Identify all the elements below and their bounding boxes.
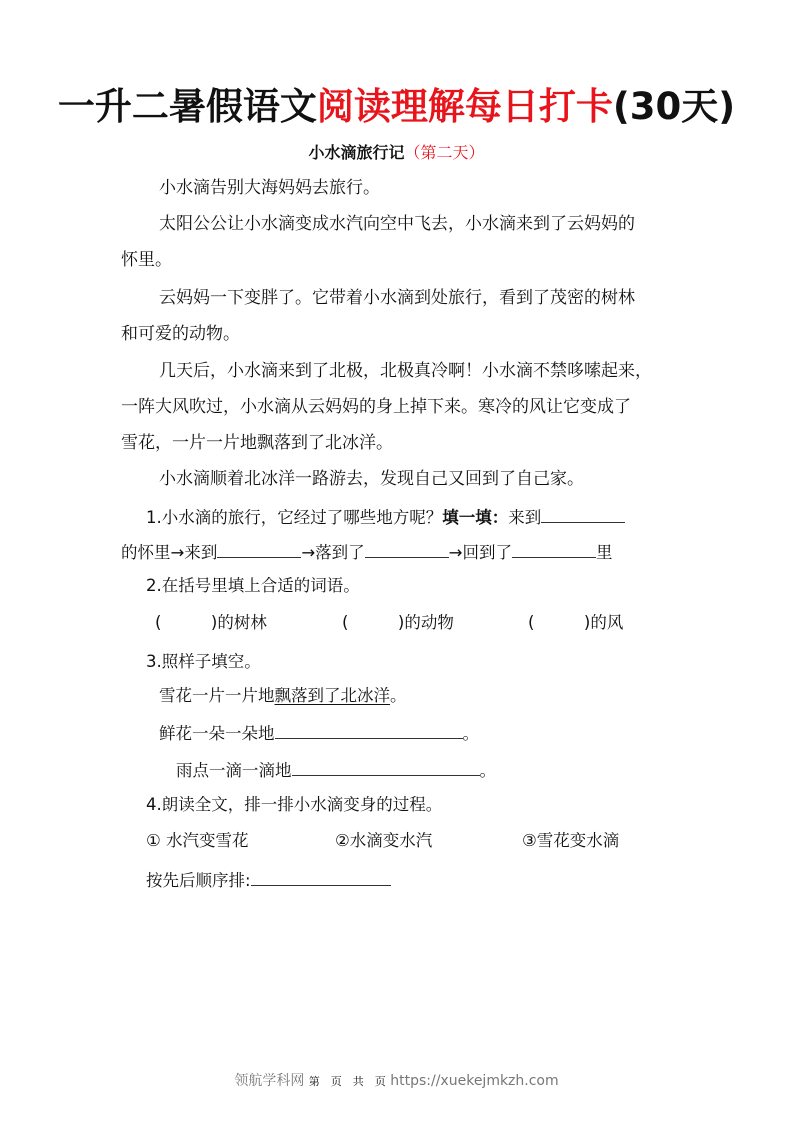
question-2-text: 2.在括号里填上合适的词语。 (146, 576, 360, 595)
title-tail: (30天) (612, 85, 736, 128)
passage-line: 一阵大风吹过，小水滴从云妈妈的身上掉下来。寒冷的风让它变成了 (121, 397, 631, 417)
page-title (0, 76, 793, 130)
answer-blank[interactable] (251, 867, 391, 886)
example-end: 。 (390, 686, 407, 705)
question-1-text: 1.小水滴的旅行，它经过了哪些地方呢？ (146, 508, 443, 527)
title-red-part: 阅读理解每日打卡 (316, 85, 613, 128)
passage-line: 和可爱的动物。 (121, 324, 240, 344)
fill-bracket-item[interactable]: ( )的树林 (155, 613, 267, 632)
question-3-line-2-end: 。 (462, 724, 479, 743)
passage-line: 几天后，小水滴来到了北极，北极真冷啊！小水滴不禁哆嗦起来， (159, 361, 652, 381)
passage-line: 云妈妈一下变胖了。它带着小水滴到处旅行，看到了茂密的树林 (159, 288, 635, 308)
fill-bracket-item[interactable]: ( )的风 (528, 613, 624, 632)
question-1-part-c: →落到了 (301, 543, 365, 562)
passage-line: 雪花，一片一片地飘落到了北冰洋。 (121, 433, 393, 453)
question-3-line-2-text: 鲜花一朵一朵地 (159, 724, 275, 743)
question-3-line-3-text: 雨点一滴一滴地 (176, 761, 292, 780)
order-answer-row (146, 867, 391, 893)
example-underlined: 飘落到了北冰洋 (274, 686, 390, 705)
answer-blank[interactable] (217, 539, 301, 558)
answer-blank[interactable] (365, 539, 449, 558)
question-1 (146, 504, 625, 530)
page-footer (0, 1070, 793, 1090)
footer-url: https://xuekejmkzh.com (390, 1073, 559, 1089)
question-3-example (159, 684, 407, 708)
passage-line: 小水滴顺着北冰洋一路游去，发现自己又回到了自己家。 (159, 469, 584, 489)
question-3-text: 3.照样子填空。 (146, 652, 261, 671)
passage-title (0, 140, 793, 163)
fill-bracket-item[interactable]: ( )的动物 (342, 613, 454, 632)
passage-line: 怀里。 (121, 250, 172, 270)
passage-line: 小水滴告别大海妈妈去旅行。 (159, 178, 380, 198)
order-label: 按先后顺序排: (146, 871, 251, 890)
passage-line: 太阳公公让小水滴变成水汽向空中飞去，小水滴来到了云妈妈的 (159, 214, 635, 234)
question-1-part-e: 里 (595, 543, 613, 562)
question-3-line-3 (176, 757, 496, 783)
question-1-part-b: 的怀里→来到 (121, 543, 218, 562)
example-lead: 雪花一片一片地 (159, 686, 275, 705)
answer-blank[interactable] (292, 757, 480, 776)
question-1-part-a: 来到 (508, 508, 542, 527)
title-black-part: 一升二暑假语文 (57, 85, 317, 128)
question-4-text: 4.朗读全文，排一排小水滴变身的过程。 (146, 795, 443, 814)
question-1-continued (121, 539, 612, 565)
footer-site-name: 领航学科网 (234, 1073, 305, 1089)
answer-blank[interactable] (541, 504, 625, 523)
question-3-line-3-end: 。 (479, 761, 496, 780)
answer-blank[interactable] (275, 720, 463, 739)
passage-day-label: （第二天） (404, 143, 485, 162)
option-1: ① 水汽变雪花 (146, 831, 249, 850)
question-1-part-d: →回到了 (448, 543, 512, 562)
footer-page-number: 第 页 共 页 (308, 1075, 386, 1088)
question-3-line-2 (159, 720, 479, 746)
option-2: ②水滴变水汽 (335, 831, 433, 850)
question-1-instruction: 填一填： (442, 508, 509, 527)
answer-blank[interactable] (512, 539, 596, 558)
passage-title-text: 小水滴旅行记 (308, 143, 405, 162)
option-3: ③雪花变水滴 (522, 831, 620, 850)
